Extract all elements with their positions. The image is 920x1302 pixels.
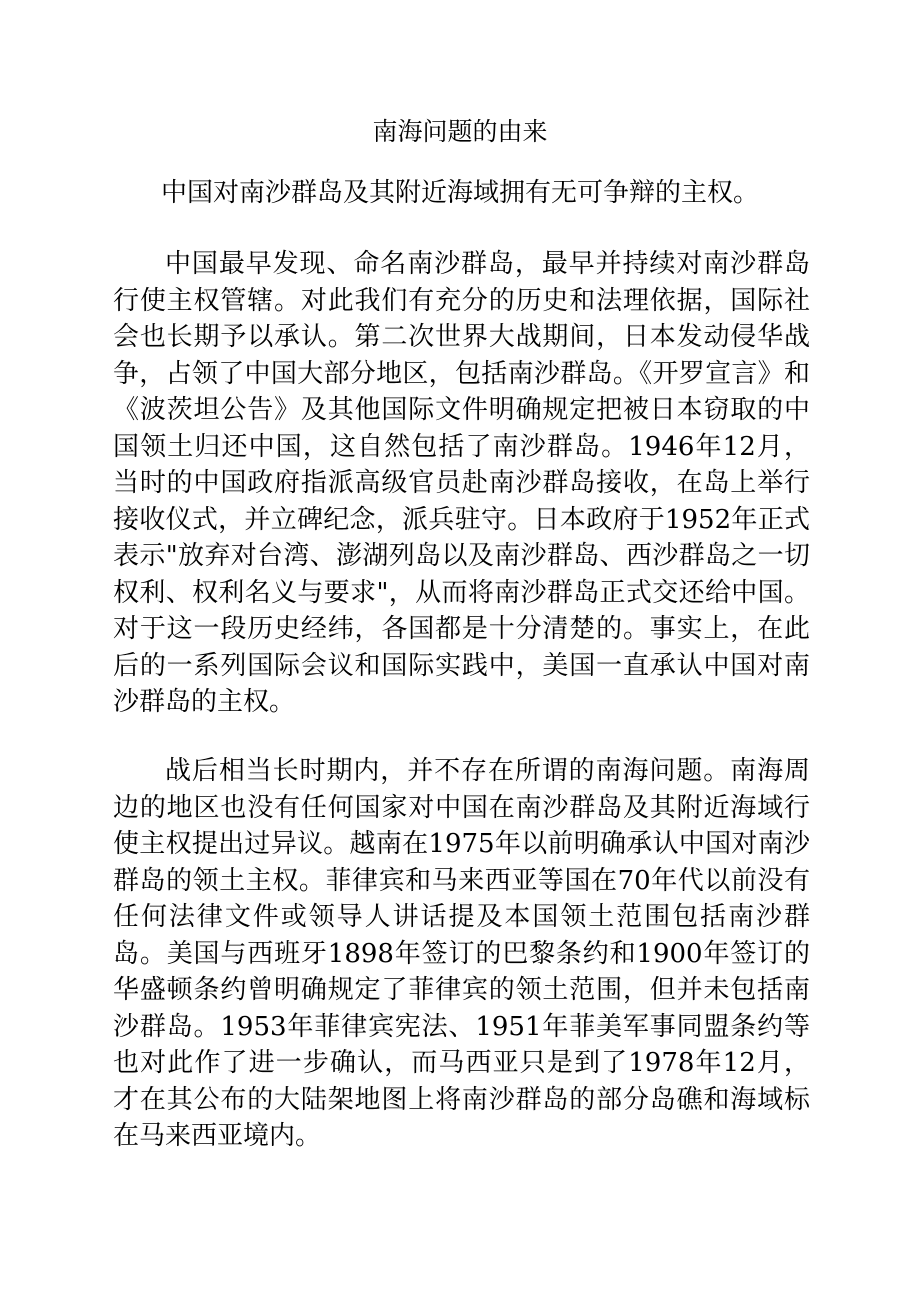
body-paragraph-1: 中国最早发现、命名南沙群岛，最早并持续对南沙群岛行使主权管辖。对此我们有充分的历史和法理依据，国际社会也长期予以承认。第二次世界大战期间，日本发动侵华战争，占领了中国大部分地区，包括南沙群岛。《开罗宣言》和《波茨坦公告》及其他国际文件明确规定把被日本窃取的中国领土归还中国，这自然包括了南沙群岛。1946年12月，当时的中国政府指派高级官员赴南沙群岛接收，在岛上举行接收仪式，并立碑纪念，派兵驻守。日本政府于1952年正式表示"放弃对台湾、澎湖列岛以及南沙群岛、西沙群岛之一切权利、权利名义与要求"，从而将南沙群岛正式交还给中国。对于这一段历史经纬，各国都是十分清楚的。事实上，在此后的一系列国际会议和国际实践中，美国一直承认中国对南沙群岛的主权。 xyxy=(113,249,810,717)
body-paragraph-2: 战后相当长时期内，并不存在所谓的南海问题。南海周边的地区也没有任何国家对中国在南沙群岛及其附近海域行使主权提出过异议。越南在1975年以前明确承认中国对南沙群岛的领土主权。菲律宾和马来西亚等国在70年代以前没有任何法律文件或领导人讲话提及本国领土范围包括南沙群岛。美国与西班牙1898年签订的巴黎条约和1900年签订的华盛顿条约曾明确规定了菲律宾的领土范围，但并未包括南沙群岛。1953年菲律宾宪法、1951年菲美军事同盟条约等也对此作了进一步确认，而马西亚只是到了1978年12月，才在其公布的大陆架地图上将南沙群岛的部分岛礁和海域标在马来西亚境内。 xyxy=(113,756,810,1151)
document-subtitle: 中国对南沙群岛及其附近海域拥有无可争辩的主权。 xyxy=(160,178,759,208)
document-title: 南海问题的由来 xyxy=(372,117,548,146)
